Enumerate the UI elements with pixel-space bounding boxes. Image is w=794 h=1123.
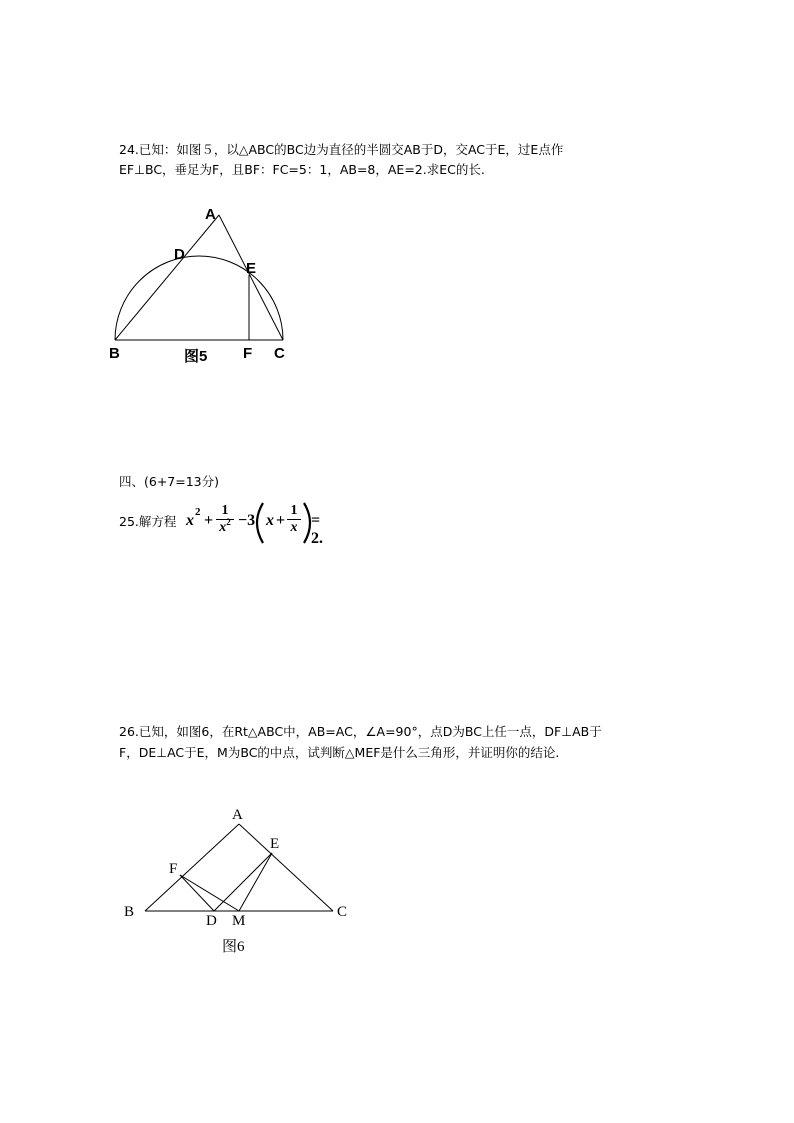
- label-C: C: [337, 904, 348, 920]
- segment-DE: [214, 853, 272, 911]
- q25-frac-1-den-exp: 2: [226, 517, 231, 527]
- q24-line1: 24.已知：如图５，以△ABC的BC边为直径的半圆交AB于D，交AC于E，过E点作: [119, 142, 564, 157]
- label-A: A: [205, 206, 216, 223]
- label-E: E: [270, 836, 280, 852]
- label-B: B: [124, 904, 135, 920]
- label-D: D: [206, 913, 217, 929]
- q25-equals: = 2.: [311, 512, 323, 547]
- q25-plus-1: +: [204, 512, 214, 529]
- label-D: D: [174, 246, 185, 263]
- segment-AC: [239, 824, 333, 911]
- label-F: F: [243, 345, 253, 362]
- figure-6-caption: 图6: [222, 939, 245, 955]
- q25-frac-2-den: x: [287, 519, 301, 536]
- label-B: B: [109, 345, 120, 362]
- q25-frac-1-den-x: x: [219, 520, 227, 535]
- q25-x-inner: x: [266, 512, 274, 529]
- q24-line2: EF⊥BC，垂足为F，且BF：FC=5：1，AB=8，AE=2.求EC的长.: [119, 162, 485, 177]
- figure-5-caption: 图5: [184, 348, 208, 365]
- q25-frac-2-num: 1: [290, 503, 298, 518]
- section-4-heading: 四、(6+7=13分): [119, 474, 220, 489]
- label-E: E: [246, 260, 257, 277]
- q25-minus3: −3: [238, 512, 256, 529]
- q25-plus-2: +: [276, 512, 286, 529]
- label-F: F: [169, 861, 178, 877]
- label-M: M: [232, 913, 246, 929]
- q26-line1: 26.已知，如图6，在Rt△ABC中，AB=AC，∠A=90°，点D为BC上任一点，DF⊥AB于: [119, 724, 602, 739]
- q26-line2: F，DE⊥AC于E，M为BC的中点，试判断△MEF是什么三角形，并证明你的结论.: [119, 745, 560, 760]
- segment-AB: [145, 824, 239, 911]
- label-C: C: [274, 345, 285, 362]
- q25-prefix: 25.解方程: [119, 514, 177, 529]
- segment-EM: [239, 853, 272, 911]
- q25-x-term: x: [186, 512, 194, 529]
- q25-frac-1-num: 1: [221, 503, 229, 518]
- q25-x-exp: 2: [195, 506, 201, 518]
- label-A: A: [232, 807, 243, 823]
